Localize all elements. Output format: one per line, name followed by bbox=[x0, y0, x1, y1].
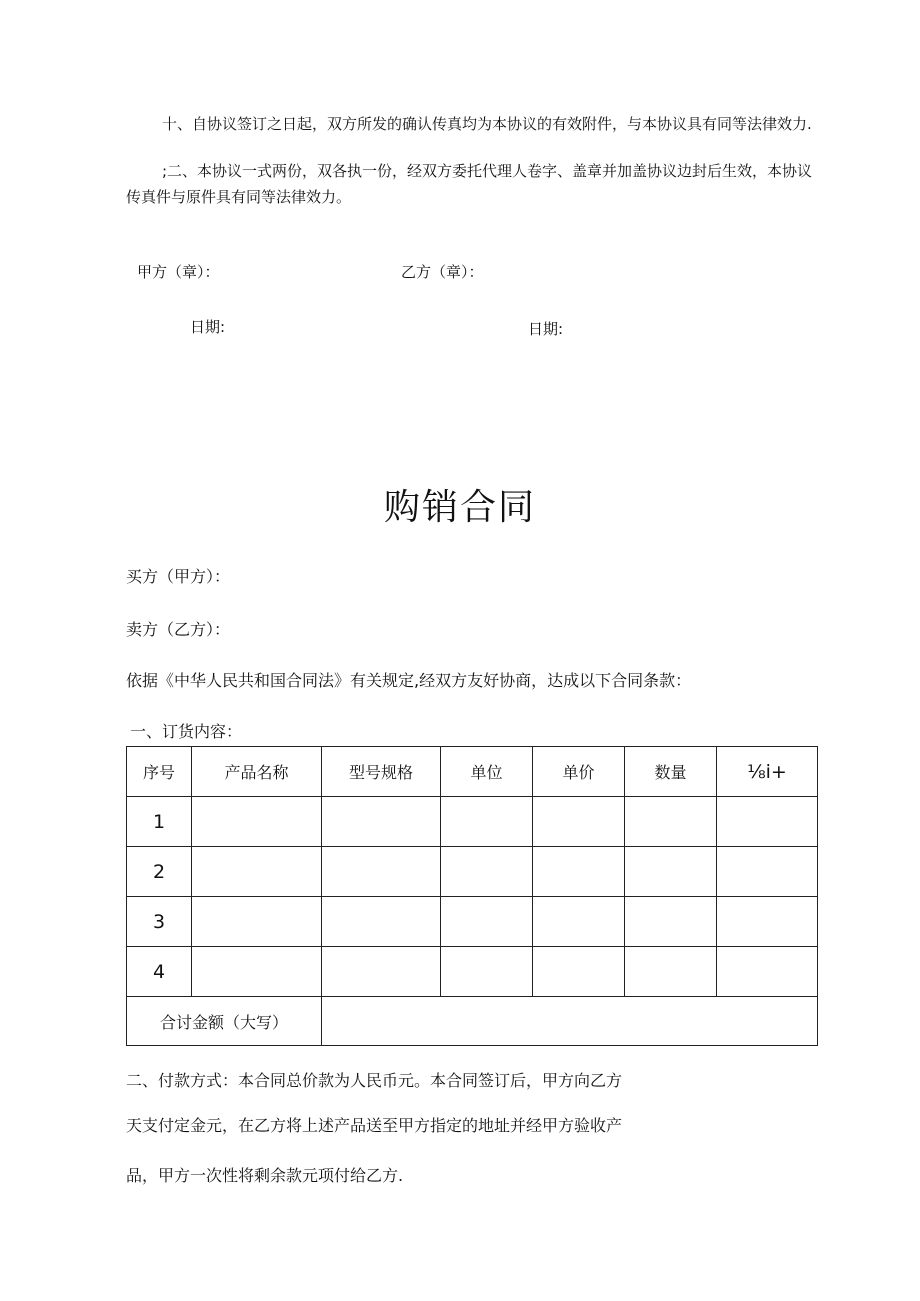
party-a-seal-label: 甲方（章）： bbox=[137, 263, 220, 281]
row-index: 4 bbox=[127, 947, 192, 997]
header-unit: 单位 bbox=[441, 747, 533, 797]
cell-unit-price bbox=[533, 947, 625, 997]
cell-unit bbox=[441, 897, 533, 947]
party-b-date-label: 日期: bbox=[528, 320, 564, 338]
table-row bbox=[127, 797, 818, 847]
header-model-spec: 型号规格 bbox=[322, 747, 441, 797]
payment-line-3: 品，甲方一次性将剩余款元项付给乙方. bbox=[126, 1166, 404, 1185]
header-subtotal: ⅛i+ bbox=[717, 747, 818, 797]
header-product-name: 产品名称 bbox=[192, 747, 322, 797]
cell-quantity bbox=[625, 947, 717, 997]
contract-title: 购销合同 bbox=[383, 487, 536, 528]
order-table bbox=[126, 746, 818, 1046]
table-total-row bbox=[127, 997, 818, 1046]
cell-quantity bbox=[625, 797, 717, 847]
clause-ten: 十、自协议签订之日起，双方所发的确认传真均为本协议的有效附件，与本协议具有同等法律效力. bbox=[162, 115, 812, 133]
section-order-content: 一、订货内容： bbox=[130, 722, 243, 741]
cell-unit bbox=[441, 947, 533, 997]
clause-twelve: ;二、本协议一式两份，双各执一份，经双方委托代理人卷字、盖章并加盖协议边封后生效，本协议传真件与原件具有同等法律效力。 bbox=[126, 162, 813, 206]
row-index: 3 bbox=[127, 897, 192, 947]
party-a-date-label: 日期: bbox=[190, 318, 226, 336]
cell-model-spec bbox=[322, 847, 441, 897]
cell-product-name bbox=[192, 947, 322, 997]
cell-quantity bbox=[625, 847, 717, 897]
row-index: 1 bbox=[127, 797, 192, 847]
cell-model-spec bbox=[322, 897, 441, 947]
cell-subtotal bbox=[717, 847, 818, 897]
cell-model-spec bbox=[322, 797, 441, 847]
cell-product-name bbox=[192, 797, 322, 847]
table-row bbox=[127, 847, 818, 897]
buyer-label: 买方（甲方）： bbox=[126, 567, 231, 586]
payment-line-2: 天支付定金元，在乙方将上述产品送至甲方指定的地址并经甲方验收产 bbox=[126, 1116, 623, 1135]
party-b-seal-label: 乙方（章）： bbox=[401, 263, 484, 281]
total-amount-value bbox=[322, 997, 818, 1046]
header-index: 序号 bbox=[127, 747, 192, 797]
header-quantity: 数量 bbox=[625, 747, 717, 797]
cell-subtotal bbox=[717, 897, 818, 947]
row-index: 2 bbox=[127, 847, 192, 897]
cell-subtotal bbox=[717, 797, 818, 847]
cell-unit-price bbox=[533, 847, 625, 897]
cell-model-spec bbox=[322, 947, 441, 997]
seller-label: 卖方（乙方）： bbox=[126, 620, 231, 639]
cell-subtotal bbox=[717, 947, 818, 997]
table-row bbox=[127, 897, 818, 947]
table-header-row bbox=[127, 747, 818, 797]
total-amount-label: 合讨金额（大写） bbox=[127, 997, 322, 1046]
header-unit-price: 单价 bbox=[533, 747, 625, 797]
payment-line-1: 二、付款方式：本合同总价款为人民币元。本合同签订后，甲方向乙方 bbox=[126, 1071, 623, 1090]
cell-unit bbox=[441, 847, 533, 897]
cell-product-name bbox=[192, 847, 322, 897]
contract-basis: 依据《中华人民共和国合同法》有关规定,经双方友好协商，达成以下合同条款： bbox=[126, 671, 692, 690]
cell-product-name bbox=[192, 897, 322, 947]
cell-unit-price bbox=[533, 897, 625, 947]
cell-quantity bbox=[625, 897, 717, 947]
cell-unit bbox=[441, 797, 533, 847]
table-row bbox=[127, 947, 818, 997]
cell-unit-price bbox=[533, 797, 625, 847]
